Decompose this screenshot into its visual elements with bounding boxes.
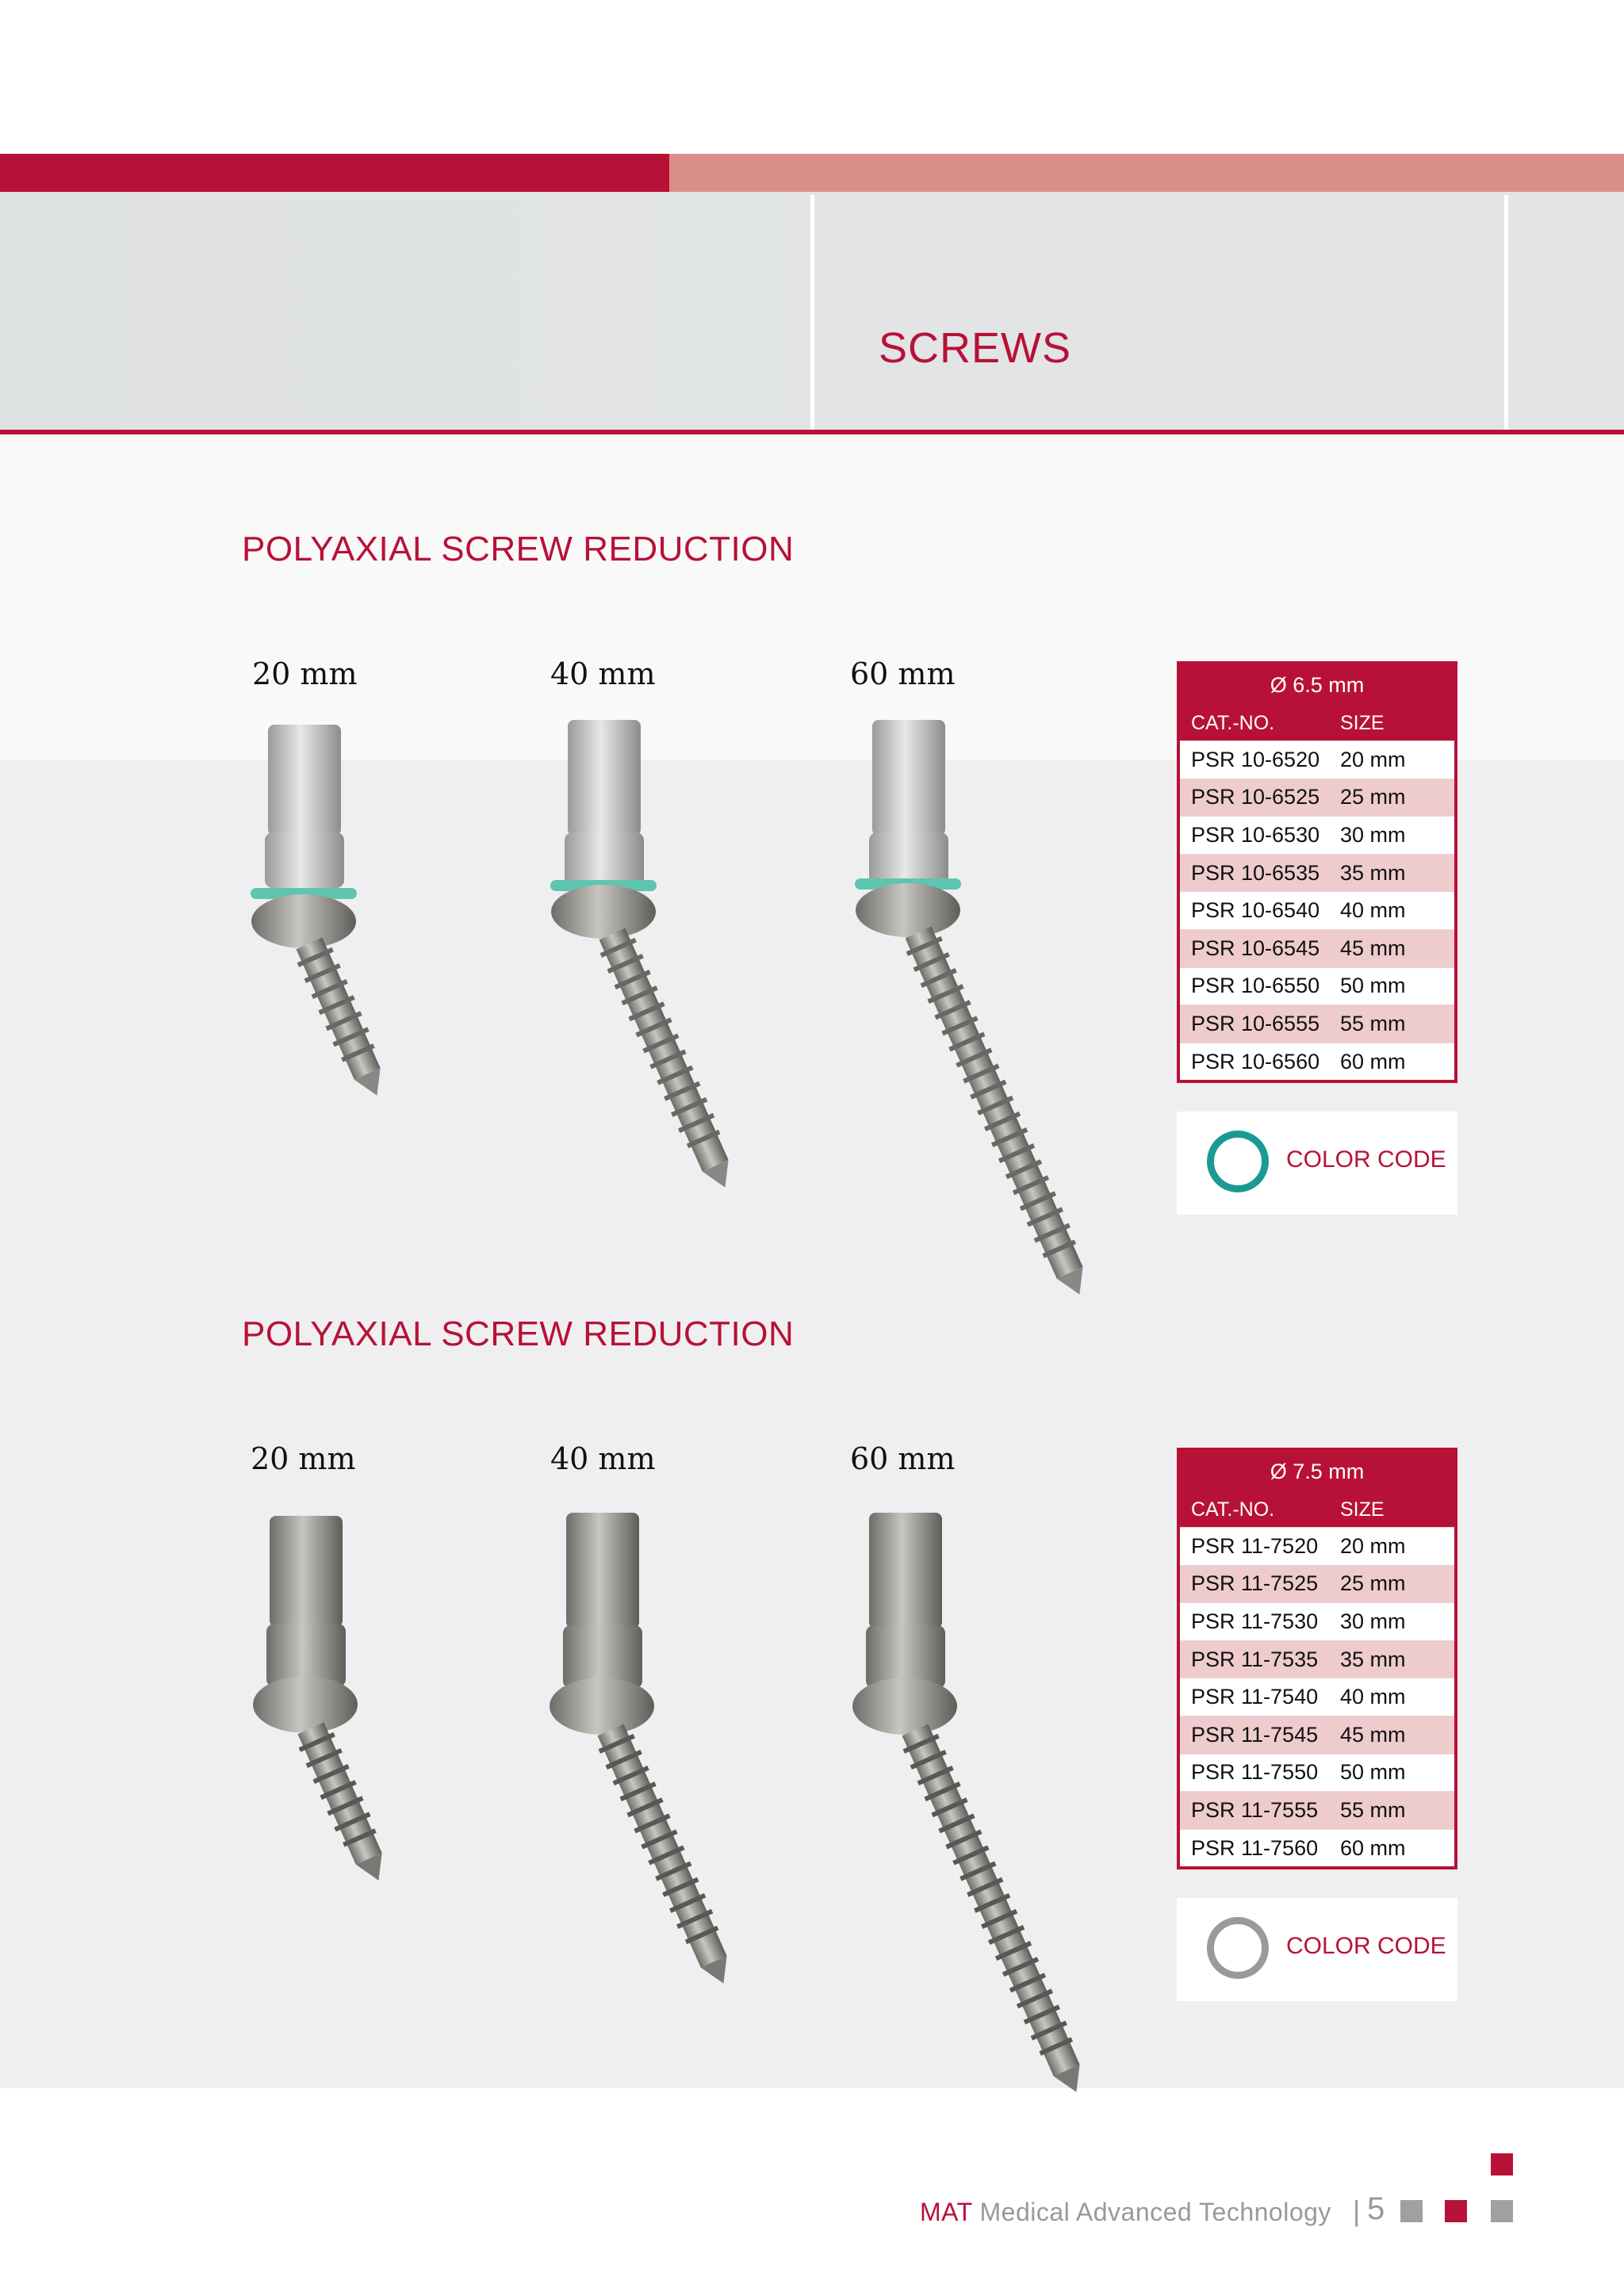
size-cell: 55 mm bbox=[1340, 1011, 1406, 1035]
table-row bbox=[1180, 929, 1454, 967]
size-cell: 40 mm bbox=[1340, 1685, 1406, 1709]
screw-size-label: 20 mm bbox=[252, 656, 358, 691]
table-row bbox=[1180, 1678, 1454, 1716]
decorative-square bbox=[1445, 2200, 1467, 2222]
cat-no-cell: PSR 11-7545 bbox=[1191, 1722, 1319, 1747]
catalog-table bbox=[1177, 1448, 1457, 1869]
cat-no-cell: PSR 10-6550 bbox=[1191, 974, 1320, 998]
size-cell: 45 mm bbox=[1340, 936, 1406, 960]
table-row bbox=[1180, 1640, 1454, 1678]
size-cell: 25 mm bbox=[1340, 1571, 1406, 1596]
footer-company-name: Medical Advanced Technology bbox=[979, 2198, 1331, 2226]
column-header-cat-no: CAT.-NO. bbox=[1191, 1498, 1275, 1521]
table-column-headers bbox=[1180, 706, 1454, 740]
size-cell: 50 mm bbox=[1340, 974, 1406, 998]
column-header-size: SIZE bbox=[1340, 711, 1385, 734]
size-cell: 45 mm bbox=[1340, 1722, 1406, 1747]
cat-no-cell: PSR 11-7530 bbox=[1191, 1609, 1319, 1633]
screw-size-label: 20 mm bbox=[251, 1441, 356, 1476]
screw-image-20mm bbox=[238, 1506, 404, 1887]
decorative-square bbox=[1491, 2153, 1513, 2175]
size-cell: 50 mm bbox=[1340, 1760, 1406, 1785]
cat-no-cell: PSR 10-6560 bbox=[1191, 1049, 1320, 1073]
cat-no-cell: PSR 11-7560 bbox=[1191, 1835, 1319, 1860]
page-number-separator: | bbox=[1353, 2195, 1361, 2227]
table-row bbox=[1180, 891, 1454, 929]
cat-no-cell: PSR 11-7555 bbox=[1191, 1797, 1319, 1822]
header-accent-bar-dark bbox=[0, 154, 669, 192]
table-row bbox=[1180, 740, 1454, 779]
screw-image-60mm bbox=[841, 1506, 1110, 2109]
cat-no-cell: PSR 10-6535 bbox=[1191, 860, 1320, 885]
cat-no-cell: PSR 11-7550 bbox=[1191, 1760, 1319, 1785]
cat-no-cell: PSR 11-7535 bbox=[1191, 1647, 1319, 1671]
section-title: POLYAXIAL SCREW REDUCTION bbox=[242, 530, 795, 568]
screw-image-40mm bbox=[539, 714, 745, 1205]
table-row bbox=[1180, 1527, 1454, 1565]
screw-image-40mm bbox=[539, 1506, 745, 1990]
page-number: 5 bbox=[1367, 2191, 1385, 2226]
table-row bbox=[1180, 967, 1454, 1005]
color-code-label: COLOR CODE bbox=[1286, 1933, 1446, 1959]
screw-size-label: 40 mm bbox=[550, 1441, 656, 1476]
table-row bbox=[1180, 1602, 1454, 1640]
screw-size-label: 40 mm bbox=[550, 656, 656, 691]
cat-no-cell: PSR 10-6540 bbox=[1191, 898, 1320, 923]
table-row bbox=[1180, 1791, 1454, 1829]
screw-size-label: 60 mm bbox=[850, 1441, 956, 1476]
cat-no-cell: PSR 10-6520 bbox=[1191, 747, 1320, 771]
table-row bbox=[1180, 1754, 1454, 1792]
table-row bbox=[1180, 816, 1454, 854]
column-header-cat-no: CAT.-NO. bbox=[1191, 711, 1275, 734]
table-column-headers bbox=[1180, 1492, 1454, 1527]
size-cell: 20 mm bbox=[1340, 747, 1406, 771]
size-cell: 30 mm bbox=[1340, 822, 1406, 847]
size-cell: 60 mm bbox=[1340, 1049, 1406, 1073]
table-row bbox=[1180, 1829, 1454, 1867]
color-code-ring-icon bbox=[1207, 1131, 1269, 1192]
header-accent-bar-light bbox=[669, 154, 1624, 192]
table-row bbox=[1180, 1716, 1454, 1754]
table-row bbox=[1180, 854, 1454, 892]
size-cell: 30 mm bbox=[1340, 1609, 1406, 1633]
cat-no-cell: PSR 11-7525 bbox=[1191, 1571, 1319, 1596]
color-code-box bbox=[1177, 1112, 1457, 1215]
size-cell: 35 mm bbox=[1340, 860, 1406, 885]
table-row bbox=[1180, 1004, 1454, 1043]
screw-size-label: 60 mm bbox=[850, 656, 956, 691]
cat-no-cell: PSR 10-6555 bbox=[1191, 1011, 1320, 1035]
cat-no-cell: PSR 10-6545 bbox=[1191, 936, 1320, 960]
table-diameter-header: Ø 6.5 mm bbox=[1270, 673, 1365, 697]
size-cell: 35 mm bbox=[1340, 1647, 1406, 1671]
cat-no-cell: PSR 10-6530 bbox=[1191, 822, 1320, 847]
table-diameter-header: Ø 7.5 mm bbox=[1270, 1460, 1365, 1483]
size-cell: 55 mm bbox=[1340, 1797, 1406, 1822]
size-cell: 40 mm bbox=[1340, 898, 1406, 923]
color-code-label: COLOR CODE bbox=[1286, 1146, 1446, 1173]
size-cell: 25 mm bbox=[1340, 785, 1406, 809]
table-row bbox=[1180, 1565, 1454, 1603]
decorative-square bbox=[1400, 2200, 1423, 2222]
color-code-box bbox=[1177, 1898, 1457, 2001]
screw-image-20mm bbox=[238, 714, 404, 1102]
header-divider bbox=[810, 195, 814, 430]
cat-no-cell: PSR 10-6525 bbox=[1191, 785, 1320, 809]
catalog-table bbox=[1177, 661, 1457, 1083]
cat-no-cell: PSR 11-7520 bbox=[1191, 1533, 1319, 1558]
cat-no-cell: PSR 11-7540 bbox=[1191, 1685, 1319, 1709]
size-cell: 20 mm bbox=[1340, 1533, 1406, 1558]
table-row bbox=[1180, 1043, 1454, 1081]
header-divider bbox=[1504, 195, 1508, 430]
table-row bbox=[1180, 779, 1454, 817]
color-code-ring-icon bbox=[1207, 1917, 1269, 1979]
decorative-square bbox=[1491, 2200, 1513, 2222]
screw-image-60mm bbox=[841, 714, 1110, 1316]
page-title: SCREWS bbox=[879, 324, 1072, 372]
footer-brand: MAT bbox=[920, 2198, 973, 2226]
footer-company bbox=[920, 2198, 1331, 2227]
section-title: POLYAXIAL SCREW REDUCTION bbox=[242, 1314, 795, 1353]
size-cell: 60 mm bbox=[1340, 1835, 1406, 1860]
column-header-size: SIZE bbox=[1340, 1498, 1385, 1521]
